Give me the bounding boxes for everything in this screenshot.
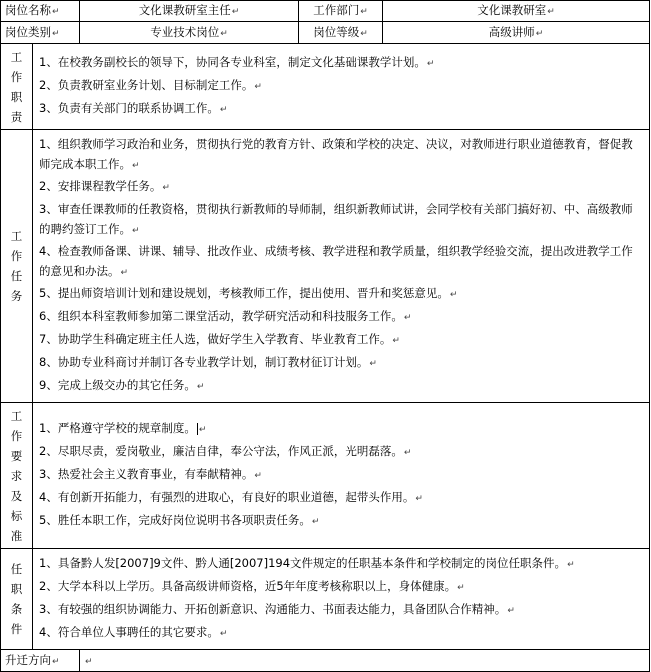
position-level-value-cell — [383, 22, 650, 44]
section-duties-title: 工 作 职 责 — [1, 44, 33, 130]
position-category-label: 岗位类别 — [5, 24, 51, 39]
list-item: 3、负责有关部门的联系协调工作。↵ — [39, 101, 228, 115]
list-item: 6、组织本科室教师参加第二课堂活动，教学研究活动和科技服务工作。↵ — [39, 309, 412, 323]
section-requirements-content[interactable] — [33, 403, 650, 549]
list-item: 1、在校教务副校长的领导下，协同各专业科室，制定文化基础课教学计划。↵ — [39, 55, 435, 69]
list-item: 4、有创新开拓能力，有强烈的进取心，有良好的职业道德，起带头作用。↵ — [39, 490, 423, 504]
return-mark: ↵ — [360, 28, 368, 39]
section-tasks-content — [33, 130, 650, 403]
header-row-1 — [1, 1, 650, 22]
section-tasks-title: 工 作 任 务 — [1, 130, 33, 403]
position-name-label: 岗位名称 — [5, 3, 51, 17]
return-mark: ↵ — [360, 7, 368, 17]
section-tasks-row — [1, 130, 650, 403]
promotion-value-cell[interactable] — [80, 650, 650, 672]
list-item: 5、胜任本职工作，完成好岗位说明书各项职责任务。↵ — [39, 513, 320, 527]
list-item: 4、检查教师备课、讲课、辅导、批改作业、成绩考核、教学进程和教学质量，组织教学经验交流，提出改进教学工作的意见和办法。↵ — [39, 244, 633, 278]
department-label: 工作部门 — [313, 3, 360, 17]
position-category-value: 专业技术岗位 — [150, 24, 220, 39]
list-item: 1、具备黔人发[2007]9文件、黔人通[2007]194文件规定的任职基本条件和学校制定的岗位任职条件。↵ — [39, 556, 575, 570]
position-name-value: 文化课教研室主任 — [138, 3, 231, 17]
list-item: 1、严格遵守学校的规章制度。 ↵ — [39, 421, 207, 435]
return-mark: ↵ — [231, 7, 240, 17]
section-requirements-title: 工 作 要 求 及 标 准 — [1, 403, 33, 549]
department-label-cell — [299, 1, 383, 22]
list-item: 5、提出师资培训计划和建设规划，考核教师工作，提出使用、晋升和奖惩意见。↵ — [39, 286, 458, 300]
position-name-label-cell — [1, 1, 80, 22]
promotion-label-cell — [1, 650, 80, 672]
return-mark: ↵ — [220, 28, 228, 39]
position-category-label-cell — [1, 22, 80, 44]
text-cursor — [197, 423, 198, 435]
list-item: 3、审查任课教师的任教资格，贯彻执行新教师的导师制，组织新教师试讲，会同学校有关部门搞好初、中、高级教师的聘约签订工作。↵ — [39, 202, 633, 236]
list-item: 3、热爱社会主义教育事业，有奉献精神。↵ — [39, 467, 262, 481]
list-item: 9、完成上级交办的其它任务。↵ — [39, 378, 205, 392]
position-level-value: 高级讲师 — [488, 24, 535, 39]
list-item: 2、安排课程教学任务。↵ — [39, 179, 170, 193]
promotion-label: 升迁方向 — [5, 652, 51, 667]
list-item: 1、组织教师学习政治和业务，贯彻执行党的教育方针、政策和学校的决定、决议，对教师进行职业道德教育，督促教师完成本职工作。↵ — [39, 137, 633, 171]
position-level-label: 岗位等级 — [313, 24, 360, 39]
return-mark: ↵ — [547, 7, 555, 17]
list-item: 7、协助学生科确定班主任人选，做好学生入学教育、毕业教育工作。↵ — [39, 332, 400, 346]
list-item: 8、协助专业科商讨并制订各专业教学计划，制订教材征订计划。↵ — [39, 355, 377, 369]
department-value: 文化课教研室 — [477, 3, 547, 17]
return-mark: ↵ — [85, 656, 93, 667]
footer-row — [1, 650, 650, 672]
list-item: 3、有较强的组织协调能力、开拓创新意识、沟通能力、书面表达能力，具备团队合作精神。↵ — [39, 602, 515, 616]
return-mark: ↵ — [52, 656, 60, 667]
department-value-cell — [383, 1, 650, 22]
header-row-2 — [1, 22, 650, 44]
list-item: 4、符合单位人事聘任的其它要求。↵ — [39, 625, 228, 639]
section-duties-content — [33, 44, 650, 130]
section-requirements-row — [1, 403, 650, 549]
section-qualifications-content — [33, 549, 650, 650]
list-item: 2、大学本科以上学历。具备高级讲师资格，近5年年度考核称职以上，身体健康。↵ — [39, 579, 465, 593]
position-name-value-cell — [80, 1, 299, 22]
section-qualifications-title: 任 职 条 件 — [1, 549, 33, 650]
list-item: 2、尽职尽责，爱岗敬业，廉洁自律，奉公守法，作风正派，光明磊落。↵ — [39, 444, 412, 458]
return-mark: ↵ — [52, 28, 60, 39]
position-level-label-cell — [299, 22, 383, 44]
list-item: 2、负责教研室业务计划、目标制定工作。↵ — [39, 78, 262, 92]
return-mark: ↵ — [52, 7, 60, 17]
section-qualifications-row — [1, 549, 650, 650]
section-duties-row — [1, 44, 650, 130]
return-mark: ↵ — [535, 28, 544, 39]
position-category-value-cell — [80, 22, 299, 44]
